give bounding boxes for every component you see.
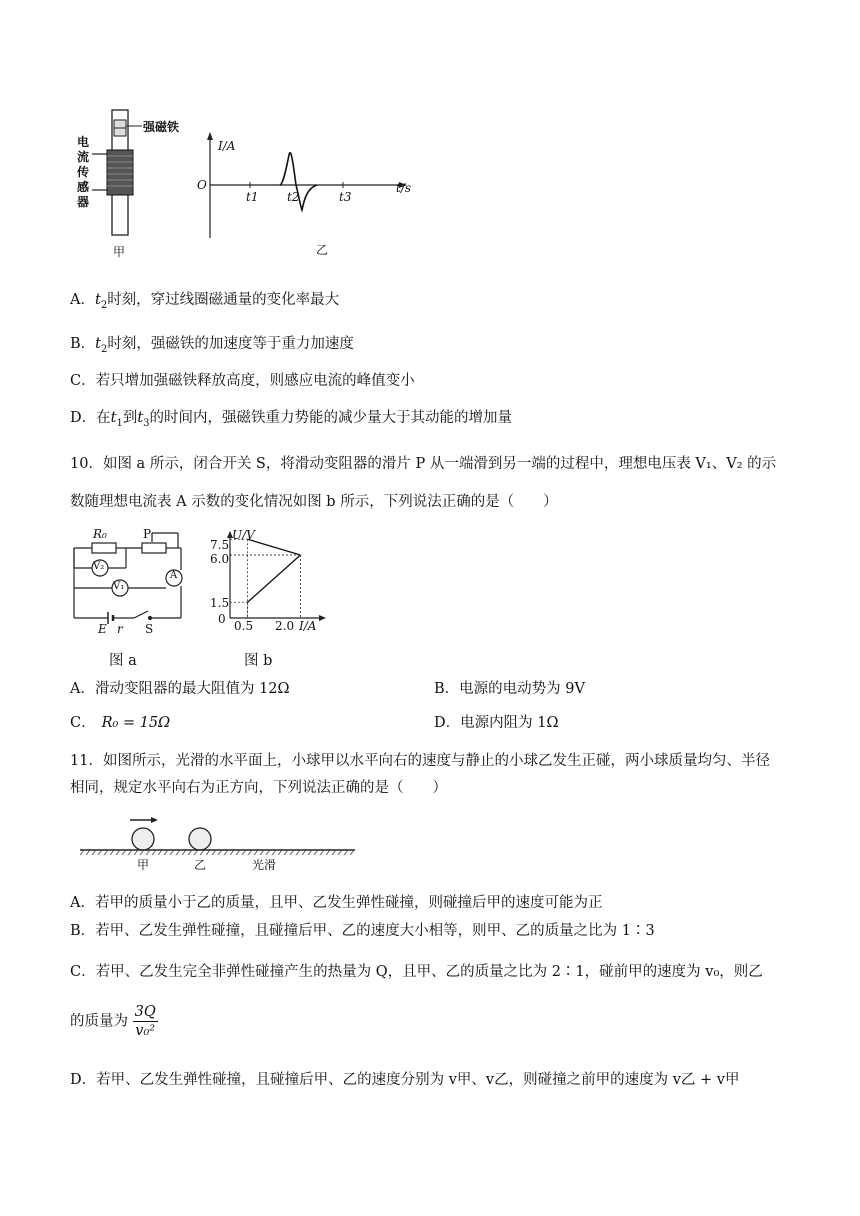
q10-stem-line2: 数随理想电流表 A 示数的变化情况如图 b 所示，下列说法正确的是（ ） <box>70 494 558 510</box>
graph-b-ytick-75: 7.5 <box>210 538 230 552</box>
ball-yi-label: 乙 <box>194 858 207 872</box>
graph-xlabel: t/s <box>396 181 412 195</box>
fraction-3q-v0sq: $\frac{3Q}{\text{v₀²}}$ <box>134 1004 156 1039</box>
q11-stem-line2: 相同，规定水平向右为正方向，下列说法正确的是（ ） <box>70 780 447 796</box>
q9-option-b[interactable]: B．$t_2$时刻，强磁铁的加速度等于重力加速度 <box>70 336 354 355</box>
circuit-e: E <box>98 622 107 636</box>
q9-option-d[interactable]: D．在$t_1$到$t_3$的时间内，强磁铁重力势能的减少量大于其动能的增加量 <box>70 410 513 429</box>
q9-option-a[interactable]: A．$t_2$时刻，穿过线圈磁通量的变化率最大 <box>70 292 340 311</box>
graph-b-xtick-05: 0.5 <box>234 619 254 633</box>
caption-jia: 甲 <box>113 245 126 259</box>
graph-b-xlabel: I/A <box>299 619 317 633</box>
graph-series-line-1 <box>248 539 301 555</box>
circuit-r: r <box>117 622 123 636</box>
q11-option-c-line2[interactable]: 的质量为 $\frac{3Q}{\text{v₀²}}$ <box>70 1004 156 1039</box>
q9-option-c[interactable]: C．若只增加强磁铁释放高度，则感应电流的峰值变小 <box>70 373 415 389</box>
tick-t2: t2 <box>287 190 300 204</box>
circuit-s: S <box>145 622 154 636</box>
q11-option-d[interactable]: D．若甲、乙发生弹性碰撞，且碰撞后甲、乙的速度分别为 v甲、v乙，则碰撞之前甲的速度为 v乙 + v甲 <box>70 1072 740 1088</box>
graph-b-ytick-0: 0 <box>218 612 226 626</box>
graph-b-xtick-20: 2.0 <box>275 619 295 633</box>
q11-option-a[interactable]: A．若甲的质量小于乙的质量，且甲、乙发生弹性碰撞，则碰撞后甲的速度可能为正 <box>70 895 603 911</box>
q10-option-a[interactable]: A．滑动变阻器的最大阻值为 12Ω <box>70 681 290 697</box>
magnet-label: 强磁铁 <box>143 120 180 134</box>
caption-yi: 乙 <box>316 243 329 257</box>
q11-figure <box>80 812 360 872</box>
q10-circuit-diagram <box>66 528 196 638</box>
graph-origin: O <box>197 178 207 192</box>
fig-a-caption: 图 a <box>109 653 137 669</box>
circuit-p: P <box>143 527 152 541</box>
ball-jia-label: 甲 <box>137 858 150 872</box>
q11-option-c-line1[interactable]: C．若甲、乙发生完全非弹性碰撞产生的热量为 Q，且甲、乙的质量之比为 2∶1，碰前甲的速度为 v₀，则乙 <box>70 964 763 980</box>
q11-stem-line1: 11．如图所示，光滑的水平面上，小球甲以水平向右的速度与静止的小球乙发生正碰，两小球质量均匀、半径 <box>70 753 770 769</box>
graph-x-arrow <box>319 615 326 621</box>
q10-option-b[interactable]: B．电源的电动势为 9V <box>434 681 585 697</box>
circuit-v1: V₁ <box>113 581 125 592</box>
graph-series-line-2 <box>248 555 301 602</box>
circuit-a: A <box>170 570 178 581</box>
q11-option-b[interactable]: B．若甲、乙发生弹性碰撞，且碰撞后甲、乙的速度大小相等，则甲、乙的质量之比为 1∶3 <box>70 923 655 939</box>
fig-b-caption: 图 b <box>244 653 273 669</box>
q10-option-d[interactable]: D．电源内阻为 1Ω <box>434 715 559 731</box>
q10-option-c[interactable]: C． R₀ = 15Ω <box>70 715 171 731</box>
smooth-label: 光滑 <box>252 858 277 872</box>
tick-t1: t1 <box>246 190 259 204</box>
graph-ylabel: I/A <box>218 139 236 153</box>
graph-b-ytick-15: 1.5 <box>210 596 230 610</box>
tick-t3: t3 <box>339 190 352 204</box>
graph-b-ylabel: U/V <box>232 528 255 542</box>
graph-b-ytick-60: 6.0 <box>210 552 230 566</box>
sensor-label: 电 流 传 感 器 <box>77 135 90 209</box>
circuit-r0: R₀ <box>93 527 107 541</box>
q10-stem-line1: 10．如图 a 所示，闭合开关 S，将滑动变阻器的滑片 P 从一端滑到另一端的过程中，理想电压表 V₁、V₂ 的示 <box>70 456 777 472</box>
circuit-v2: V₂ <box>93 561 105 572</box>
